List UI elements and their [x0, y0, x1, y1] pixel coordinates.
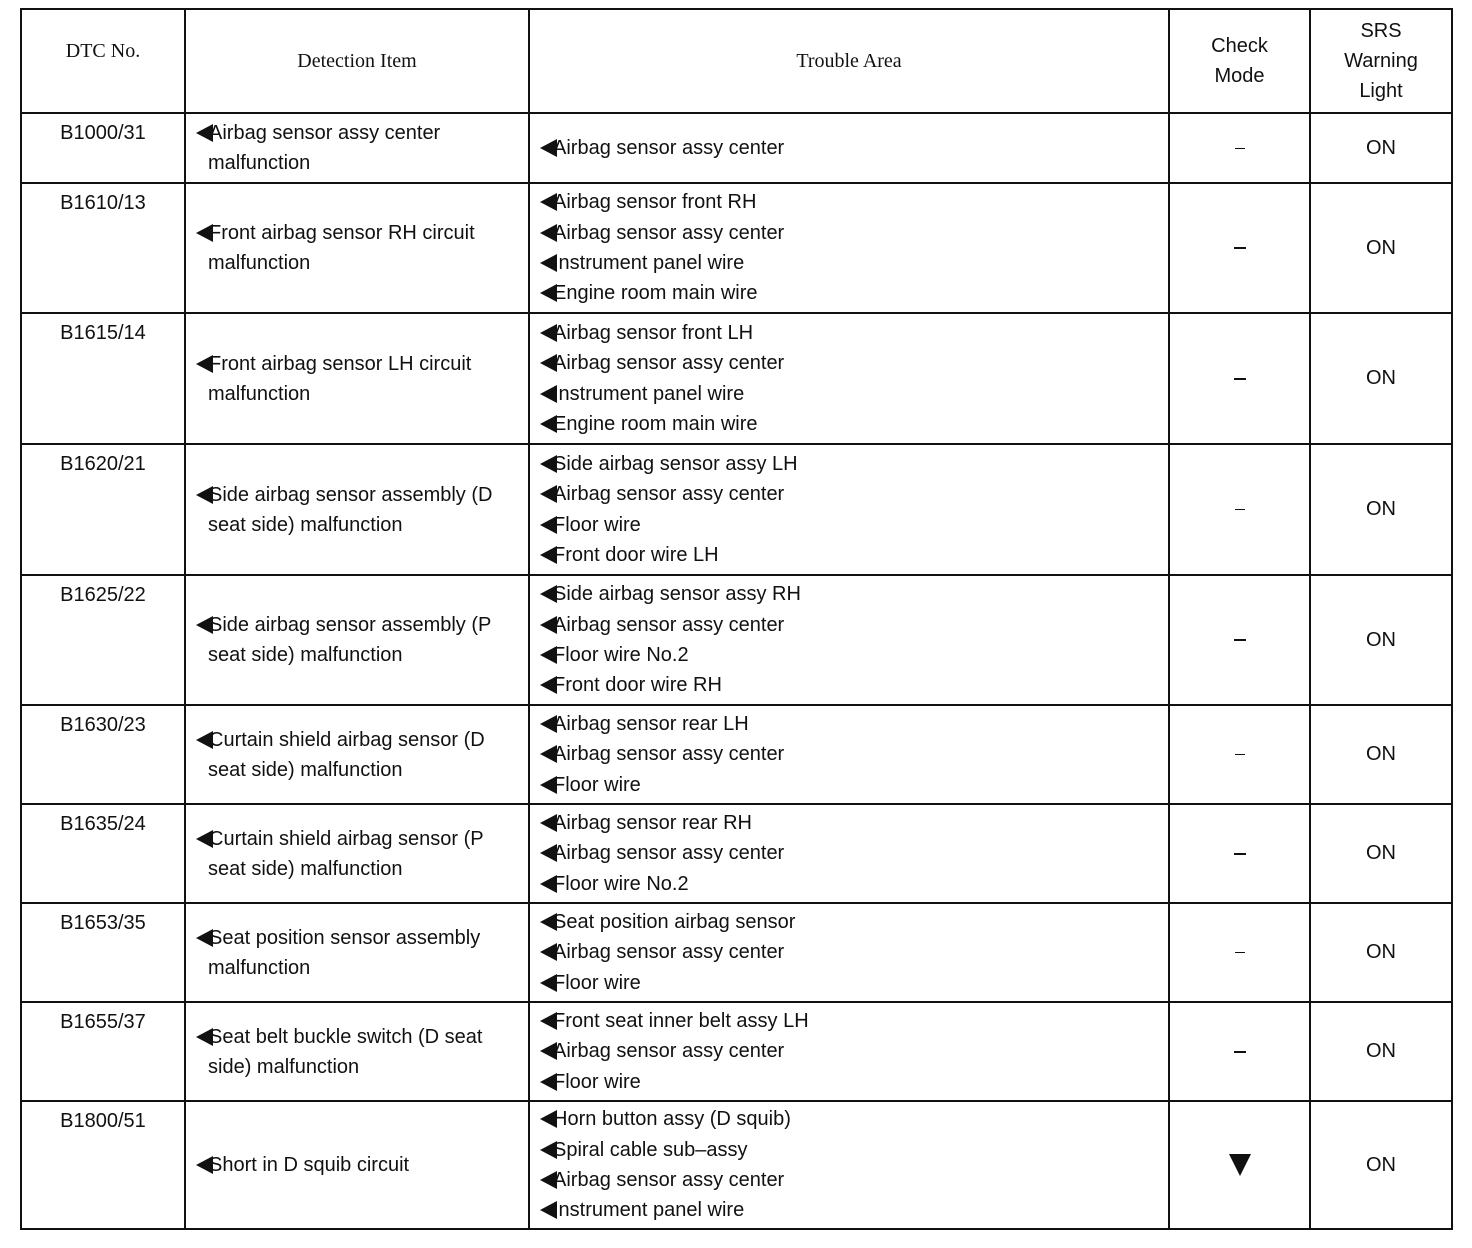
header-detection-item: Detection Item: [185, 9, 529, 113]
bullet-arrow-icon: [540, 585, 557, 603]
detection-item: [196, 349, 520, 409]
trouble-area-text: Floor wire: [553, 773, 641, 796]
header-srs-warning-light: [1310, 9, 1452, 113]
dtc-code-cell: [21, 113, 185, 183]
detection-item: [196, 118, 520, 178]
warning-light-status: ON: [1366, 743, 1396, 765]
bullet-arrow-icon: [540, 354, 557, 372]
check-mode-cell: [1169, 183, 1310, 313]
bullet-arrow-icon: [540, 1012, 557, 1030]
trouble-area-text: Airbag sensor assy center: [553, 842, 785, 865]
bullet-arrow-icon: [196, 929, 213, 947]
detection-item: [196, 725, 520, 785]
bullet-arrow-icon: [540, 646, 557, 664]
warning-light-status: ON: [1366, 236, 1396, 259]
dtc-code: B1655/37: [60, 1011, 146, 1033]
trouble-area-text: Instrument panel wire: [553, 382, 745, 405]
trouble-area-item: [540, 1006, 1168, 1036]
bullet-arrow-icon: [196, 224, 213, 242]
trouble-area-item: [540, 540, 1168, 570]
trouble-area-item: [540, 449, 1168, 479]
dtc-code: B1620/21: [60, 453, 146, 475]
warning-light-cell: [1310, 804, 1452, 903]
trouble-area-item: [540, 968, 1168, 998]
trouble-area-cell: [529, 903, 1169, 1002]
dash-icon: [1235, 754, 1245, 755]
bullet-arrow-icon: [540, 1042, 557, 1060]
trouble-area-item: [540, 1165, 1168, 1195]
trouble-area-text: Front door wire LH: [553, 543, 719, 566]
bullet-arrow-icon: [540, 875, 557, 893]
bullet-arrow-icon: [540, 776, 557, 794]
warning-light-status: ON: [1366, 136, 1396, 159]
trouble-area-item: [540, 133, 1168, 163]
trouble-area-item: [540, 640, 1168, 670]
trouble-area-item: [540, 670, 1168, 700]
detection-item-text: Front airbag sensor RH circuit malfunction: [208, 222, 475, 274]
trouble-area-text: Horn button assy (D squib): [553, 1108, 791, 1131]
trouble-area-cell: [529, 183, 1169, 313]
trouble-area-text: Side airbag sensor assy RH: [553, 583, 801, 606]
bullet-arrow-icon: [540, 516, 557, 534]
trouble-area-cell: [529, 1101, 1169, 1229]
trouble-area-text: Airbag sensor front RH: [553, 191, 757, 214]
down-triangle-icon: [1229, 1154, 1251, 1176]
trouble-area-text: Airbag sensor assy center: [553, 352, 785, 375]
trouble-area-text: Airbag sensor assy center: [553, 1169, 785, 1191]
warning-light-status: ON: [1366, 941, 1396, 963]
detection-item-text: Side airbag sensor assembly (P seat side) malfunction: [208, 614, 491, 666]
bullet-arrow-icon: [196, 124, 213, 142]
trouble-area-text: Airbag sensor assy center: [553, 941, 785, 964]
header-srs-warning-light-line: SRS: [1360, 20, 1402, 42]
dtc-code-cell: [21, 444, 185, 575]
bullet-arrow-icon: [540, 676, 557, 694]
dash-icon: [1235, 509, 1245, 510]
bullet-arrow-icon: [540, 1073, 557, 1091]
dash-icon: [1235, 148, 1245, 149]
bullet-arrow-icon: [196, 616, 213, 634]
table-row: [21, 1002, 1452, 1101]
dtc-code: B1615/14: [60, 322, 146, 344]
table-row: [21, 804, 1452, 903]
trouble-area-item: [540, 907, 1168, 937]
detection-item: [196, 480, 520, 540]
header-dtc-no: DTC No.: [21, 9, 185, 113]
warning-light-cell: [1310, 1101, 1452, 1229]
table-row: [21, 313, 1452, 444]
dtc-code-cell: [21, 705, 185, 804]
detection-item-text: Airbag sensor assy center malfunction: [208, 122, 441, 174]
header-check-mode-line: Mode: [1214, 65, 1265, 87]
bullet-arrow-icon: [196, 1028, 213, 1046]
table-body: [21, 113, 1452, 1229]
warning-light-status: ON: [1366, 1153, 1396, 1176]
warning-light-status: ON: [1366, 367, 1396, 389]
trouble-area-text: Airbag sensor assy center: [553, 743, 785, 766]
trouble-area-item: [540, 187, 1168, 217]
bullet-arrow-icon: [540, 485, 557, 503]
trouble-area-text: Airbag sensor front LH: [553, 321, 754, 344]
check-mode-cell: [1169, 903, 1310, 1002]
table-row: [21, 113, 1452, 183]
warning-light-status: ON: [1366, 628, 1396, 651]
bullet-arrow-icon: [540, 415, 557, 433]
trouble-area-item: [540, 1104, 1168, 1134]
detection-item-text: Seat position sensor assembly malfunction: [208, 926, 481, 979]
trouble-area-item: [540, 1195, 1168, 1225]
check-mode-cell: [1169, 1101, 1310, 1229]
detection-item-cell: [185, 575, 529, 705]
bullet-arrow-icon: [540, 913, 557, 931]
warning-light-cell: [1310, 903, 1452, 1002]
detection-item-cell: [185, 705, 529, 804]
header-srs-warning-light-line: Light: [1359, 80, 1403, 102]
check-mode-cell: [1169, 313, 1310, 444]
warning-light-status: ON: [1366, 498, 1396, 520]
detection-item-cell: [185, 903, 529, 1002]
trouble-area-text: Instrument panel wire: [553, 252, 745, 274]
dtc-code-cell: [21, 313, 185, 444]
detection-item: [196, 1022, 520, 1082]
bullet-arrow-icon: [540, 385, 557, 403]
detection-item-text: Short in D squib circuit: [209, 1154, 410, 1176]
bullet-arrow-icon: [196, 486, 213, 504]
trouble-area-text: Floor wire No.2: [553, 872, 689, 895]
trouble-area-item: [540, 379, 1168, 409]
detection-item: [196, 824, 520, 884]
dtc-code-cell: [21, 183, 185, 313]
warning-light-cell: [1310, 183, 1452, 313]
dash-icon: [1234, 378, 1246, 380]
dtc-code-cell: [21, 1002, 185, 1101]
check-mode-cell: [1169, 575, 1310, 705]
warning-light-status: ON: [1366, 1040, 1396, 1062]
bullet-arrow-icon: [540, 814, 557, 832]
bullet-arrow-icon: [540, 1201, 557, 1219]
detection-item-text: Front airbag sensor LH circuit malfunction: [208, 352, 472, 405]
trouble-area-text: Floor wire: [553, 1070, 641, 1093]
trouble-area-item: [540, 1036, 1168, 1066]
trouble-area-item: [540, 248, 1168, 278]
trouble-area-cell: [529, 113, 1169, 183]
trouble-area-text: Airbag sensor assy center: [553, 221, 785, 244]
table-row: [21, 575, 1452, 705]
trouble-area-item: [540, 409, 1168, 439]
header-check-mode-line: Check: [1211, 35, 1268, 57]
bullet-arrow-icon: [196, 1156, 213, 1174]
trouble-area-item: [540, 479, 1168, 509]
table-row: [21, 1101, 1452, 1229]
trouble-area-text: Airbag sensor rear RH: [553, 812, 752, 835]
trouble-area-item: [540, 709, 1168, 739]
detection-item: [196, 1150, 520, 1180]
trouble-area-text: Instrument panel wire: [553, 1199, 745, 1222]
detection-item-cell: [185, 313, 529, 444]
trouble-area-text: Airbag sensor rear LH: [553, 713, 749, 736]
dtc-code-cell: [21, 575, 185, 705]
dtc-code-cell: [21, 903, 185, 1002]
bullet-arrow-icon: [540, 844, 557, 862]
trouble-area-text: Airbag sensor assy center: [553, 1040, 785, 1063]
bullet-arrow-icon: [540, 715, 557, 733]
bullet-arrow-icon: [196, 355, 213, 373]
trouble-area-item: [540, 1135, 1168, 1165]
dash-icon: [1235, 952, 1245, 953]
bullet-arrow-icon: [540, 943, 557, 961]
dash-icon: [1234, 247, 1246, 249]
table-row: [21, 705, 1452, 804]
bullet-arrow-icon: [540, 1110, 557, 1128]
trouble-area-text: Airbag sensor assy center: [553, 136, 785, 159]
trouble-area-item: [540, 1067, 1168, 1097]
dtc-code-cell: [21, 1101, 185, 1229]
warning-light-cell: [1310, 1002, 1452, 1101]
check-mode-cell: [1169, 804, 1310, 903]
bullet-arrow-icon: [540, 139, 557, 157]
bullet-arrow-icon: [540, 745, 557, 763]
bullet-arrow-icon: [540, 1171, 557, 1189]
detection-item: [196, 610, 520, 670]
detection-item: [196, 923, 520, 983]
trouble-area-cell: [529, 444, 1169, 575]
trouble-area-cell: [529, 313, 1169, 444]
warning-light-status: ON: [1366, 842, 1396, 864]
trouble-area-item: [540, 510, 1168, 540]
detection-item-cell: [185, 804, 529, 903]
bullet-arrow-icon: [196, 830, 213, 848]
bullet-arrow-icon: [540, 455, 557, 473]
trouble-area-item: [540, 838, 1168, 868]
dtc-code: B1630/23: [60, 714, 146, 736]
bullet-arrow-icon: [540, 974, 557, 992]
trouble-area-text: Front seat inner belt assy LH: [553, 1010, 809, 1033]
trouble-area-text: Airbag sensor assy center: [553, 613, 785, 636]
dtc-code: B1653/35: [60, 912, 146, 934]
trouble-area-cell: [529, 804, 1169, 903]
detection-item-cell: [185, 113, 529, 183]
warning-light-cell: [1310, 705, 1452, 804]
trouble-area-item: [540, 278, 1168, 308]
bullet-arrow-icon: [540, 616, 557, 634]
check-mode-cell: [1169, 113, 1310, 183]
bullet-arrow-icon: [540, 254, 557, 272]
trouble-area-text: Engine room main wire: [553, 282, 758, 305]
bullet-arrow-icon: [540, 546, 557, 564]
trouble-area-item: [540, 770, 1168, 800]
detection-item-cell: [185, 1002, 529, 1101]
trouble-area-item: [540, 318, 1168, 348]
table-row: [21, 444, 1452, 575]
table-row: [21, 183, 1452, 313]
dtc-code-cell: [21, 804, 185, 903]
dash-icon: [1234, 1051, 1246, 1053]
trouble-area-cell: [529, 575, 1169, 705]
detection-item-text: Side airbag sensor assembly (D seat side) malfunction: [208, 483, 493, 536]
trouble-area-item: [540, 218, 1168, 248]
trouble-area-text: Seat position airbag sensor: [553, 911, 796, 934]
warning-light-cell: [1310, 575, 1452, 705]
bullet-arrow-icon: [196, 731, 213, 749]
bullet-arrow-icon: [540, 324, 557, 342]
trouble-area-item: [540, 869, 1168, 899]
dtc-code: B1625/22: [60, 584, 146, 606]
dtc-code: B1000/31: [60, 122, 146, 144]
trouble-area-text: Floor wire: [553, 971, 641, 994]
detection-item-text: Curtain shield airbag sensor (P seat side) malfunction: [208, 827, 484, 880]
dash-icon: [1234, 639, 1246, 641]
trouble-area-item: [540, 610, 1168, 640]
detection-item-cell: [185, 183, 529, 313]
trouble-area-cell: [529, 705, 1169, 804]
trouble-area-text: Spiral cable sub–assy: [553, 1138, 748, 1161]
check-mode-cell: [1169, 1002, 1310, 1101]
bullet-arrow-icon: [540, 1141, 557, 1159]
detection-item-cell: [185, 444, 529, 575]
trouble-area-item: [540, 937, 1168, 967]
header-trouble-area: Trouble Area: [529, 9, 1169, 113]
check-mode-cell: [1169, 705, 1310, 804]
dtc-table: [20, 8, 1453, 1230]
trouble-area-text: Floor wire No.2: [553, 644, 689, 666]
header-check-mode: [1169, 9, 1310, 113]
detection-item-cell: [185, 1101, 529, 1229]
trouble-area-item: [540, 739, 1168, 769]
header-srs-warning-light-line: Warning: [1344, 50, 1418, 72]
header-row: [21, 9, 1452, 113]
bullet-arrow-icon: [540, 224, 557, 242]
check-mode-cell: [1169, 444, 1310, 575]
trouble-area-item: [540, 808, 1168, 838]
dtc-code: B1635/24: [60, 813, 146, 835]
dtc-code: B1800/51: [60, 1110, 146, 1132]
detection-item: [196, 218, 520, 278]
detection-item-text: Curtain shield airbag sensor (D seat side) malfunction: [208, 728, 485, 781]
detection-item-text: Seat belt buckle switch (D seat side) malfunction: [208, 1025, 483, 1078]
trouble-area-text: Side airbag sensor assy LH: [553, 452, 798, 475]
trouble-area-cell: [529, 1002, 1169, 1101]
trouble-area-text: Airbag sensor assy center: [553, 483, 785, 506]
bullet-arrow-icon: [540, 193, 557, 211]
warning-light-cell: [1310, 444, 1452, 575]
bullet-arrow-icon: [540, 284, 557, 302]
warning-light-cell: [1310, 113, 1452, 183]
dash-icon: [1234, 853, 1246, 855]
trouble-area-text: Floor wire: [553, 513, 641, 536]
warning-light-cell: [1310, 313, 1452, 444]
trouble-area-item: [540, 348, 1168, 378]
dtc-code: B1610/13: [60, 192, 146, 214]
trouble-area-text: Front door wire RH: [553, 674, 722, 697]
trouble-area-item: [540, 579, 1168, 609]
table-row: [21, 903, 1452, 1002]
trouble-area-text: Engine room main wire: [553, 412, 758, 435]
